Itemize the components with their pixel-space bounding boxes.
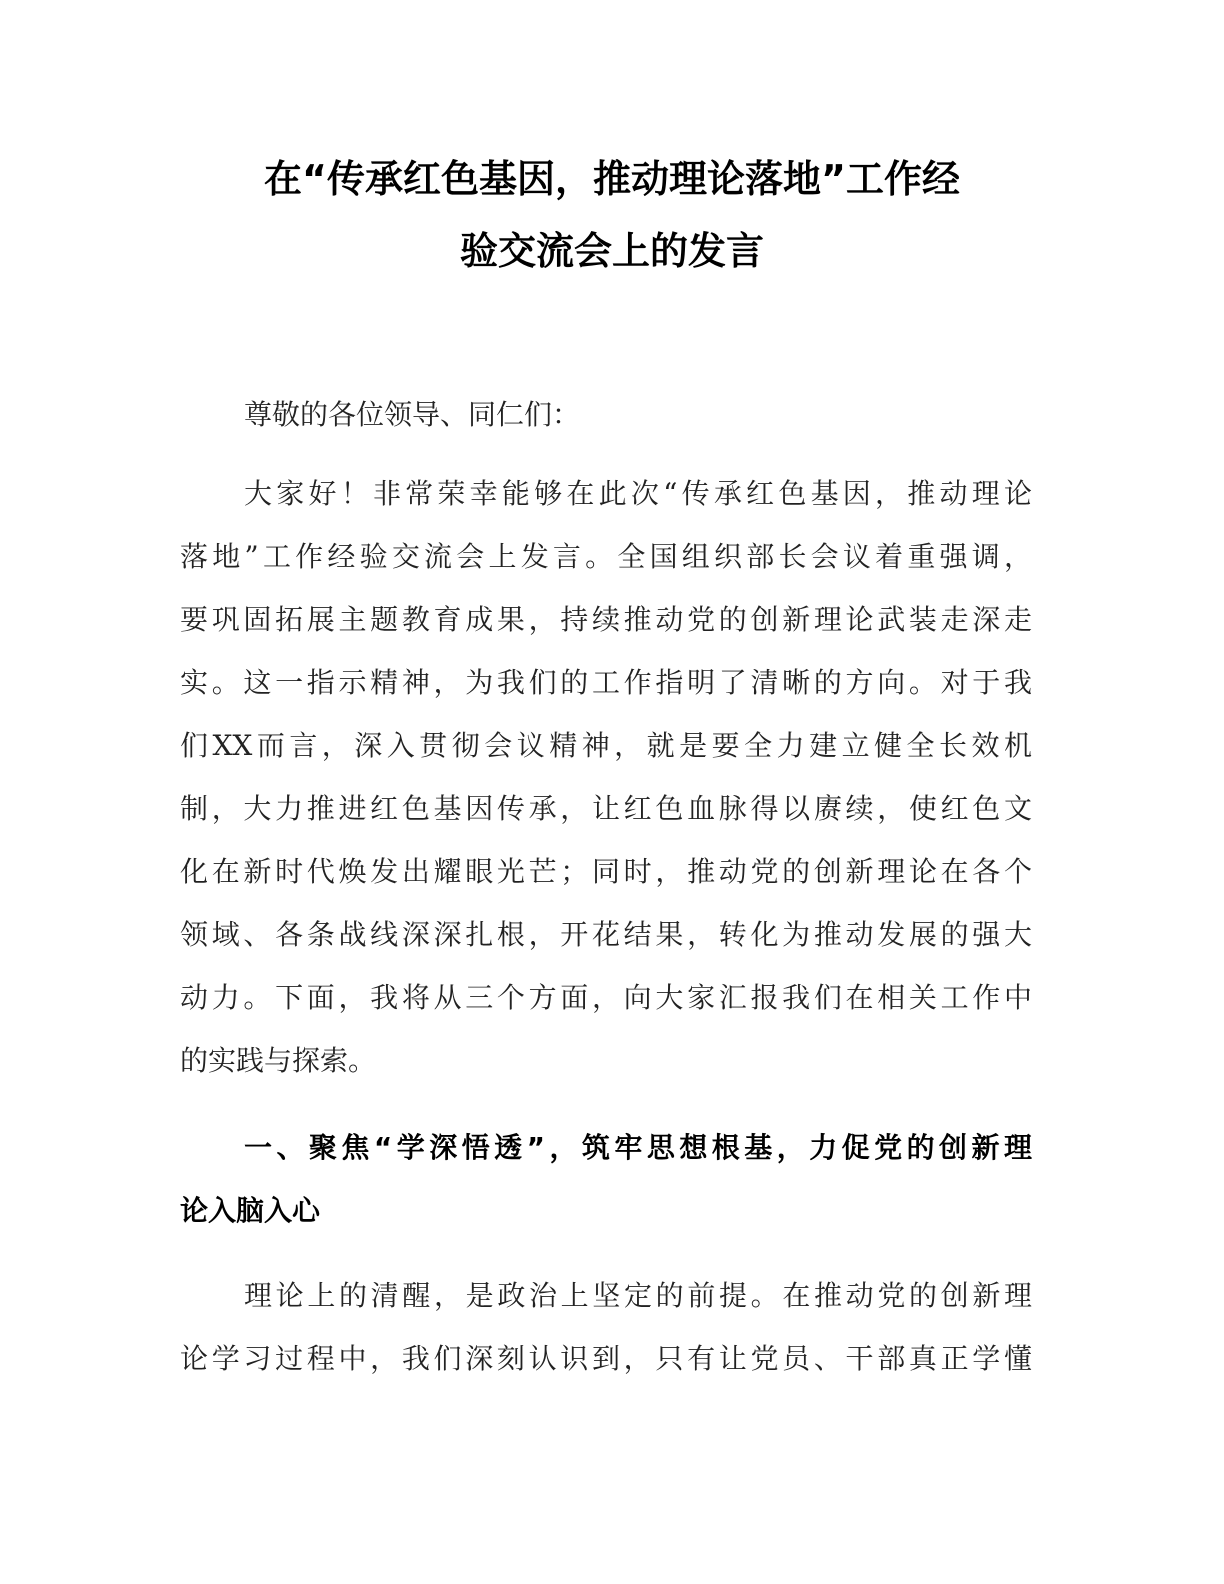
paragraph-line: 动力。下面，我将从三个方面，向大家汇报我们在相关工作中 xyxy=(180,981,1032,1014)
section-heading-1 xyxy=(180,1116,1032,1242)
paragraph-line: 领域、各条战线深深扎根，开花结果，转化为推动发展的强大 xyxy=(180,918,1032,951)
paragraph-line: 制，大力推进红色基因传承，让红色血脉得以赓续，使红色文 xyxy=(180,792,1032,825)
paragraph-line: 论学习过程中，我们深刻认识到，只有让党员、干部真正学懂 xyxy=(180,1342,1032,1375)
title-line: 在“传承红色基因，推动理论落地”工作经 xyxy=(264,157,960,201)
paragraph-line: 化在新时代焕发出耀眼光芒；同时，推动党的创新理论在各个 xyxy=(180,855,1032,888)
paragraph-line: 落地”工作经验交流会上发言。全国组织部长会议着重强调， xyxy=(180,540,1032,573)
paragraph-line: 大家好！非常荣幸能够在此次“传承红色基因，推动理论 xyxy=(244,477,1032,510)
title-line: 验交流会上的发言 xyxy=(459,229,764,273)
paragraph-section-1 xyxy=(180,1264,1032,1390)
paragraph-line: 的实践与探索。 xyxy=(180,1044,377,1077)
paragraph-line: 实。这一指示精神，为我们的工作指明了清晰的方向。对于我 xyxy=(180,666,1032,699)
heading-line: 一、聚焦“学深悟透”，筑牢思想根基，力促党的创新理 xyxy=(244,1131,1032,1164)
paragraph-line: 要巩固拓展主题教育成果，持续推动党的创新理论武装走深走 xyxy=(180,603,1032,636)
paragraph-line: 理论上的清醒，是政治上坚定的前提。在推动党的创新理 xyxy=(244,1279,1032,1312)
salutation-text: 尊敬的各位领导、同仁们： xyxy=(244,398,581,431)
paragraph-intro xyxy=(180,462,1032,1092)
document-title xyxy=(180,143,1044,287)
salutation xyxy=(180,383,1032,446)
paragraph-line: 们XX而言，深入贯彻会议精神，就是要全力建立健全长效机 xyxy=(180,729,1032,762)
heading-line: 论入脑入心 xyxy=(180,1194,321,1227)
